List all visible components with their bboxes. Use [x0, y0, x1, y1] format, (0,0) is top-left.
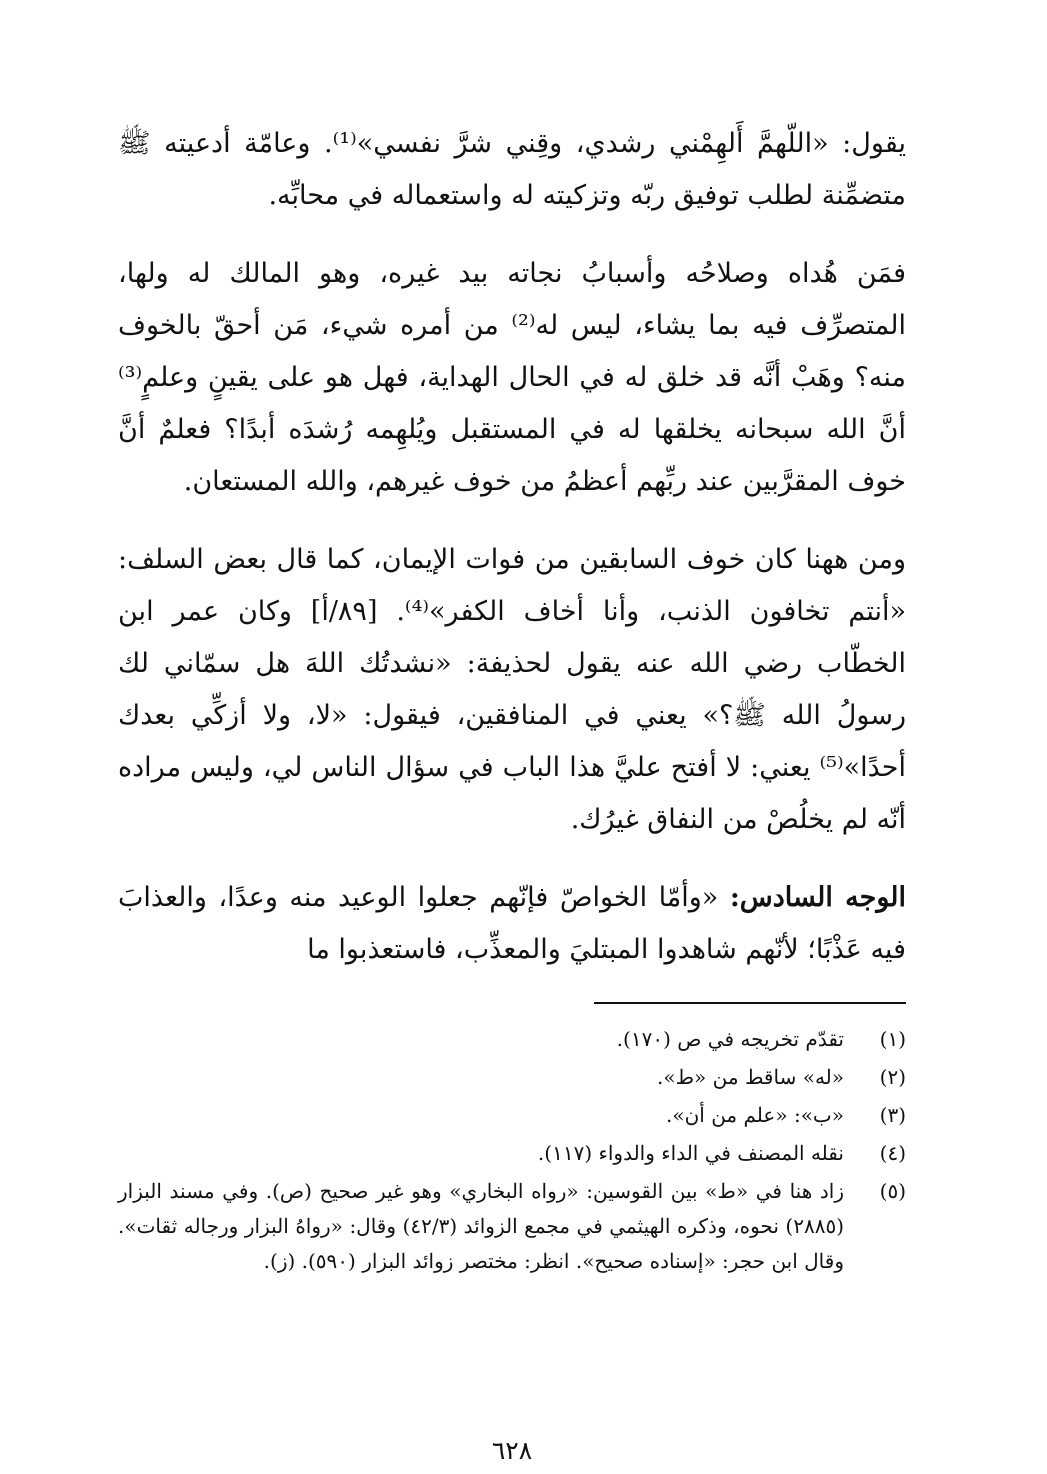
footnote-3 — [118, 1098, 906, 1133]
footnote-number: (٥) — [879, 1179, 906, 1203]
footnote-5 — [118, 1174, 906, 1279]
footnote-text: «له» ساقط من «ط». — [656, 1065, 844, 1089]
book-page — [118, 118, 907, 1465]
page-number: ٦٢٨ — [491, 1436, 533, 1465]
paragraph-4 — [118, 872, 906, 976]
main-text — [118, 118, 906, 976]
footnote-number: (٢) — [879, 1065, 906, 1089]
footnote-text: زاد هنا في «ط» بين القوسين: «رواه البخاري» وهو غير صحيح (ص). وفي مسند البزار (٢٨٨٥) نحوه، وذكره الهيثمي في مجمع الزوائد (٤٢/٣) وقال: «رواهُ البزار ورجاله ثقات». وقال ابن حجر: «إسناده صحيح». انظر: مختصر زوائد البزار (٥٩٠). (ز). — [118, 1179, 845, 1273]
footnote-number: (١) — [879, 1027, 906, 1051]
footnote-number: (٣) — [879, 1103, 906, 1127]
footnote-text: نقله المصنف في الداء والدواء (١١٧). — [537, 1141, 844, 1165]
footnote-1 — [118, 1022, 906, 1057]
footnote-4 — [118, 1136, 906, 1171]
footnote-number: (٤) — [879, 1141, 906, 1165]
section-heading-inline: الوجه السادس: — [729, 882, 907, 913]
paragraph-3: ومن ههنا كان خوف السابقين من فوات الإيمان، كما قال بعض السلف: «أنتم تخافون الذنب، وأنا أخاف الكفر»⁽⁴⁾. [٨٩/أ] وكان عمر ابن الخطّاب رضي الله عنه يقول لحذيفة: «نشدتُك اللهَ هل سمّاني لك رسولُ الله ﷺ؟» يعني في المنافقين، فيقول: «لا، ولا أزكِّي بعدك أحدًا»⁽⁵⁾ يعني: لا أفتح عليَّ هذا الباب في سؤال الناس لي، وليس مراده أنّه لم يخلُصْ من النفاق غيرُك. — [118, 544, 907, 835]
footnote-2 — [118, 1060, 906, 1095]
footnote-divider — [594, 1002, 906, 1004]
footnotes — [118, 1022, 906, 1279]
footnote-text: «ب»: «علم من أن». — [666, 1103, 844, 1127]
paragraph-2: فمَن هُداه وصلاحُه وأسبابُ نجاته بيد غيره، وهو المالك له ولها، المتصرِّف فيه بما يشاء، ليس له⁽²⁾ من أمره شيء، مَن أحقّ بالخوف منه؟ وهَبْ أنَّه قد خلق له في الحال الهداية، فهل هو على يقينٍ وعلمٍ⁽³⁾ أنَّ الله سبحانه يخلقها له في المستقبل ويُلهِمه رُشدَه أبدًا؟ فعلمٌ أنَّ خوف المقرَّبين عند ربِّهم أعظمُ من خوف غيرهم، والله المستعان. — [118, 258, 907, 497]
footnote-text: تقدّم تخريجه في ص (١٧٠). — [616, 1027, 844, 1051]
paragraph-1: يقول: «اللّهمَّ أَلهِمْني رشدي، وقِني شرَّ نفسي»⁽¹⁾. وعامّة أدعيته ﷺ متضمِّنة لطلب توفيق ربّه وتزكيته له واستعماله في محابِّه. — [118, 128, 907, 211]
paragraph-4-text: «وأمّا الخواصّ فإنّهم جعلوا الوعيد منه وعدًا، والعذابَ فيه عَذْبًا؛ لأنّهم شاهدوا المبتليَ والمعذِّب، فاستعذبوا ما — [118, 882, 906, 965]
